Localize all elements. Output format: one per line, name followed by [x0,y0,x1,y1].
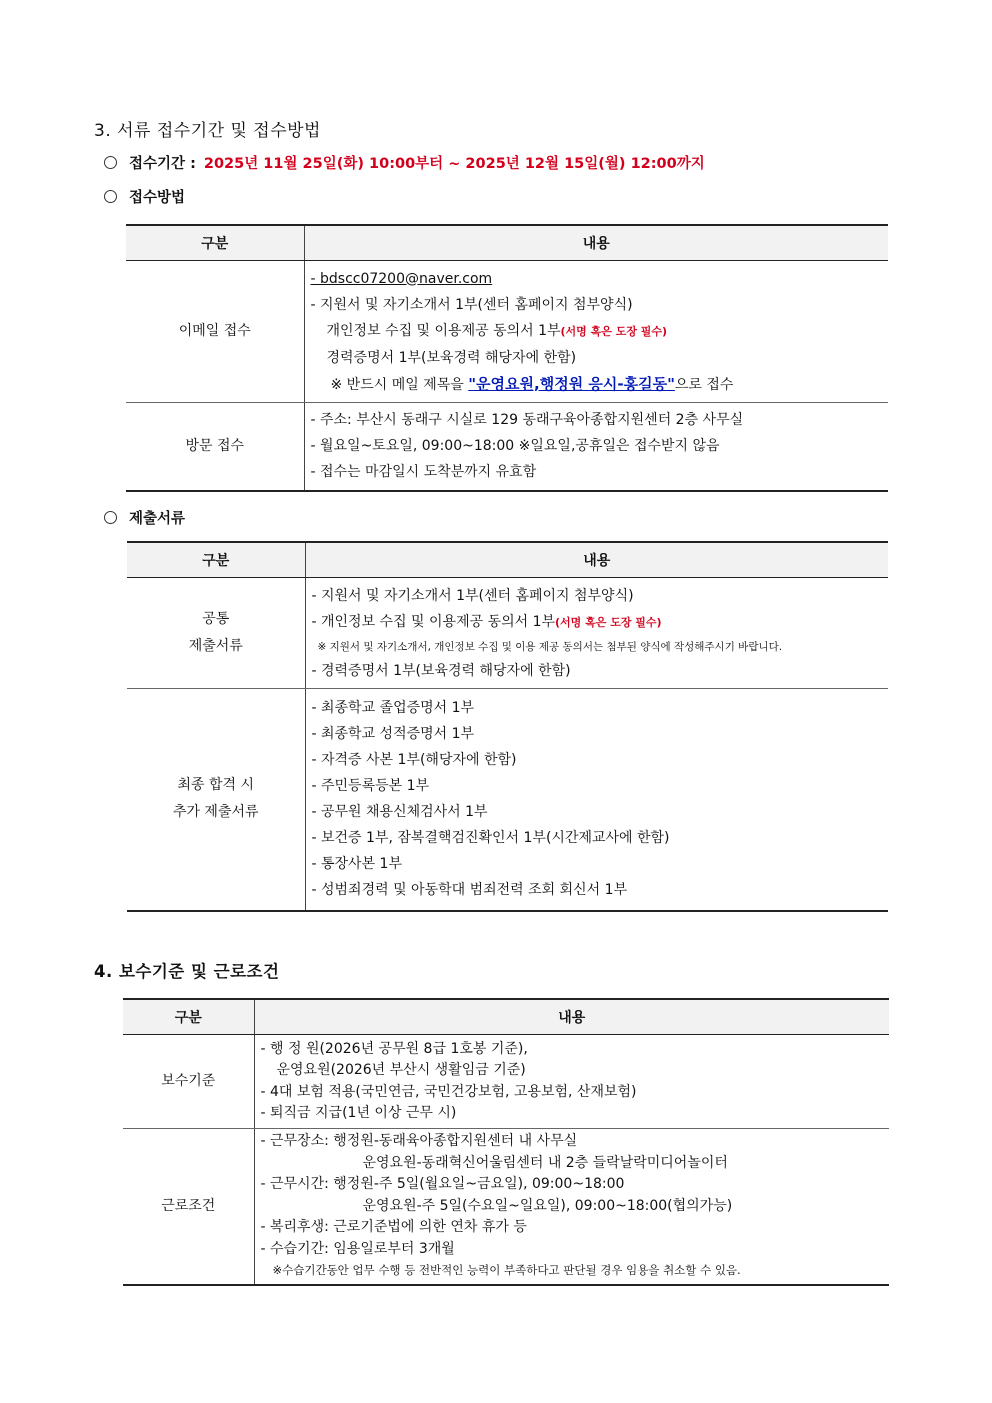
table-row-final [127,689,888,911]
table-row-email [126,261,888,403]
period-line [104,152,705,173]
list-item: - 보건증 1부, 잠복결핵검진확인서 1부(시간제교사에 한함) [311,830,670,847]
visit-line-2: - 월요일~토요일, 09:00~18:00 ※일요일,공휴일은 접수받지 않음 [310,438,720,455]
work-line-7: ※수습기간동안 업무 수행 등 전반적인 능력이 부족하다고 판단될 경우 임용을 취소할 수 있음. [272,1263,741,1277]
common-label-1: 공통 [202,611,230,627]
list-item: - 최종학교 성적증명서 1부 [311,726,475,743]
circle-bullet-icon [104,190,117,203]
pay-line-2: 운영요원(2026년 부산시 생활임금 기준) [276,1062,526,1078]
table-header-category: 구분 [127,542,305,578]
common-line-3: ※ 지원서 및 자기소개서, 개인정보 수집 및 이용 제공 동의서는 첨부된 양식에 작성해주시기 바랍니다. [317,640,783,653]
common-line-2 [312,609,883,636]
common-line-4: - 경력증명서 1부(보육경력 해당자에 한함) [311,662,571,679]
email-line-4: 경력증명서 1부(보육경력 해당자에 한함) [326,349,577,366]
email-line-3-text: 개인정보 수집 및 이용제공 동의서 1부 [326,322,561,339]
table-header-category: 구분 [126,225,304,261]
final-label-2: 추가 제출서류 [172,804,259,821]
required-documents-table [127,541,888,912]
period-label: 접수기간 : [129,156,196,172]
email-line-2: - 지원서 및 자기소개서 1부(센터 홈페이지 첨부양식) [310,296,633,313]
table-row-pay [123,1035,889,1129]
docs-line [104,507,185,528]
table-header-category: 구분 [123,999,254,1035]
list-item: - 공무원 채용신체검사서 1부 [311,804,488,821]
list-item: - 성범죄경력 및 아동학대 범죄전력 조회 회신서 1부 [311,882,628,899]
pay-label: 보수기준 [123,1035,254,1129]
list-item: - 통장사본 1부 [311,856,402,873]
email-line-5 [311,371,883,398]
final-label [127,689,305,911]
table-header-content: 내용 [305,542,888,578]
table-row-work [123,1129,889,1285]
final-label-1: 최종 합격 시 [177,777,255,794]
pay-line-4: - 퇴직금 지급(1년 이상 근무 시) [260,1105,457,1121]
table-header-content: 내용 [254,999,889,1035]
work-label: 근로조건 [123,1129,254,1285]
common-label-2: 제출서류 [188,638,243,654]
method-label: 접수방법 [129,190,186,206]
email-address: - bdscc07200@naver.com [310,270,493,287]
table-header-content: 내용 [304,225,888,261]
method-line [104,186,185,207]
visit-line-1: - 주소: 부산시 동래구 시실로 129 동래구육아종합지원센터 2층 사무실 [310,412,744,429]
list-item: - 주민등록등본 1부 [311,778,430,795]
common-line-1: - 지원서 및 자기소개서 1부(센터 홈페이지 첨부양식) [311,587,634,604]
work-line-2: 운영요원-동래혁신어울림센터 내 2층 들락날락미디어놀이터 [362,1154,728,1171]
circle-bullet-icon [104,156,117,169]
circle-bullet-icon [104,511,117,524]
table-row-visit [126,403,888,491]
visit-label: 방문 접수 [126,403,304,491]
work-line-5: - 복리후생: 근로기준법에 의한 연차 휴가 등 [260,1219,527,1235]
email-line-3 [311,318,883,345]
list-item: - 최종학교 졸업증명서 1부 [311,700,475,717]
email-subject-format: "운영요원,행정원 응시-홍길동" [468,374,675,393]
common-line-2-note: (서명 혹은 도장 필수) [555,615,662,629]
email-line-5-post: 으로 접수 [674,376,734,393]
list-item: - 자격증 사본 1부(해당자에 한함) [311,752,517,769]
work-line-3: - 근무시간: 행정원-주 5일(월요일~금요일), 09:00~18:00 [260,1176,625,1192]
common-label [127,578,305,689]
email-line-5-pre: ※ 반드시 메일 제목을 [330,376,464,393]
docs-label: 제출서류 [129,511,186,527]
work-line-6: - 수습기간: 임용일로부터 3개월 [260,1240,455,1257]
work-line-4: 운영요원-주 5일(수요일~일요일), 09:00~18:00(협의가능) [362,1197,733,1214]
visit-line-3: - 접수는 마감일시 도착분까지 유효함 [310,464,537,481]
common-line-2-text: - 개인정보 수집 및 이용제공 동의서 1부 [311,613,556,630]
pay-conditions-table [123,998,889,1286]
period-value: 2025년 11월 25일(화) 10:00부터 ~ 2025년 12월 15일(월) 12:00까지 [203,156,705,172]
pay-line-3: - 4대 보험 적용(국민연금, 국민건강보험, 고용보험, 산재보험) [260,1083,637,1100]
pay-line-1: - 행 정 원(2026년 공무원 8급 1호봉 기준), [260,1040,528,1057]
section3-title: 3. 서류 접수기간 및 접수방법 [94,121,321,141]
submission-method-table [126,224,888,492]
section4-title: 4. 보수기준 및 근로조건 [94,962,280,981]
work-line-1: - 근무장소: 행정원-동래육아종합지원센터 내 사무실 [260,1133,578,1149]
email-line-3-note: (서명 혹은 도장 필수) [560,324,668,338]
table-row-common [127,578,888,689]
email-label: 이메일 접수 [126,261,304,403]
